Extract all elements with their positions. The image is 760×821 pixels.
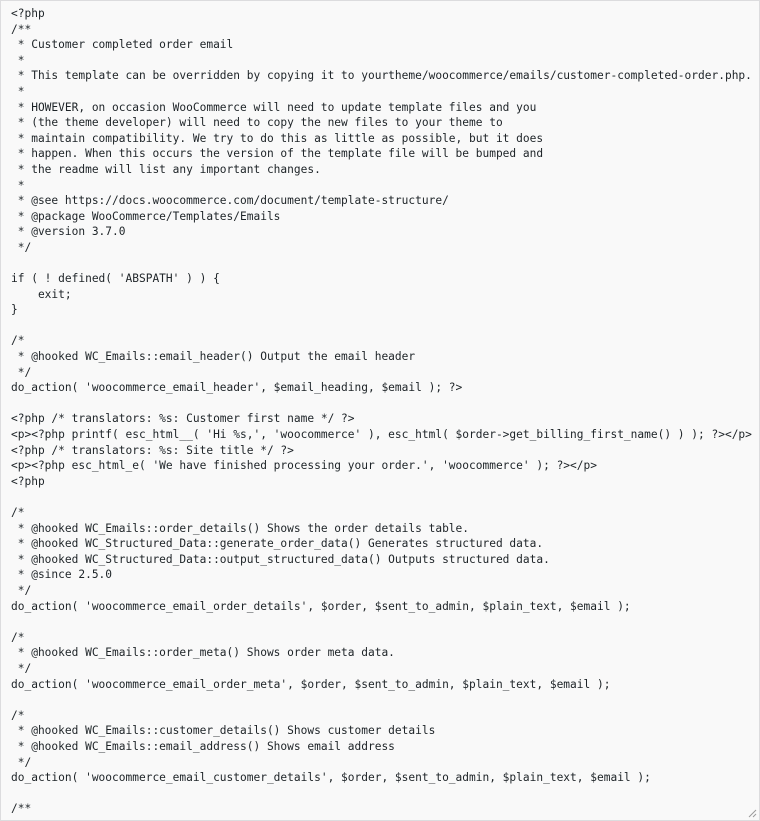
code-line: * HOWEVER, on occasion WooCommerce will need to update template files and you <box>11 100 537 114</box>
code-line: * This template can be overridden by copying it to yourtheme/woocommerce/emails/customer-completed-order.php. <box>11 69 752 83</box>
code-line: /* <box>11 334 25 348</box>
resize-handle-icon[interactable] <box>747 808 757 818</box>
code-line: * the readme will list any important changes. <box>11 162 321 176</box>
code-line: /* <box>11 708 25 722</box>
code-line <box>11 489 759 505</box>
code-line: * (the theme developer) will need to copy the new files to your theme to <box>11 116 503 130</box>
code-line: * maintain compatibility. We try to do this as little as possible, but it does <box>11 131 544 145</box>
code-line: */ <box>11 661 32 675</box>
code-line: */ <box>11 365 32 379</box>
code-line: /** <box>11 22 32 36</box>
code-line: * <box>11 53 25 67</box>
code-line <box>11 786 759 802</box>
code-line <box>11 396 759 412</box>
code-line: /* <box>11 630 25 644</box>
code-line: <p><?php esc_html_e( 'We have finished processing your order.', 'woocommerce' ); ?></p> <box>11 459 597 473</box>
code-line: /** <box>11 802 32 816</box>
code-line: <?php <box>11 7 45 20</box>
code-line: * <box>11 84 25 98</box>
code-line: * @hooked WC_Emails::order_meta() Shows order meta data. <box>11 646 395 660</box>
code-line: * @hooked WC_Emails::email_address() Shows email address <box>11 739 395 753</box>
code-line: * @see https://docs.woocommerce.com/document/template-structure/ <box>11 194 449 208</box>
code-line: */ <box>11 240 32 254</box>
code-line: * @hooked WC_Structured_Data::generate_order_data() Generates structured data. <box>11 537 544 551</box>
code-line: */ <box>11 755 32 769</box>
code-line: do_action( 'woocommerce_email_header', $email_heading, $email ); ?> <box>11 381 463 395</box>
code-line <box>11 692 759 708</box>
code-line: do_action( 'woocommerce_email_order_details', $order, $sent_to_admin, $plain_text, $email ); <box>11 599 631 613</box>
code-line <box>11 318 759 334</box>
code-line: * @package WooCommerce/Templates/Emails <box>11 209 281 223</box>
code-line: * <box>11 178 25 192</box>
code-line: do_action( 'woocommerce_email_customer_details', $order, $sent_to_admin, $plain_text, $email ); <box>11 771 651 785</box>
code-line: */ <box>11 583 32 597</box>
code-line: * @hooked WC_Emails::email_header() Output the email header <box>11 350 416 364</box>
code-line: * @hooked WC_Emails::order_details() Shows the order details table. <box>11 521 470 535</box>
code-line <box>11 614 759 630</box>
code-line: * @hooked WC_Emails::customer_details() Shows customer details <box>11 724 436 738</box>
code-line: if ( ! defined( 'ABSPATH' ) ) { <box>11 272 220 286</box>
code-line: <?php <box>11 474 45 488</box>
code-line: } <box>11 303 18 317</box>
code-line: * @version 3.7.0 <box>11 225 126 239</box>
code-line <box>11 256 759 272</box>
code-line: <?php /* translators: %s: Site title */ ?> <box>11 443 294 457</box>
code-line: * @since 2.5.0 <box>11 568 113 582</box>
code-line: exit; <box>11 287 72 301</box>
code-line: * Customer completed order email <box>11 38 234 52</box>
code-line: do_action( 'woocommerce_email_order_meta', $order, $sent_to_admin, $plain_text, $email ); <box>11 677 611 691</box>
code-line: /* <box>11 506 25 519</box>
code-textarea[interactable] <box>1 1 759 820</box>
code-line: <p><?php printf( esc_html__( 'Hi %s,', 'woocommerce' ), esc_html( $order->get_billing_first_name() ) ); ?></p> <box>11 428 752 442</box>
code-line: <?php /* translators: %s: Customer first name */ ?> <box>11 412 355 426</box>
code-line: * happen. When this occurs the version of the template file will be bumped and <box>11 147 544 161</box>
code-line: * @hooked WC_Structured_Data::output_structured_data() Outputs structured data. <box>11 552 550 566</box>
